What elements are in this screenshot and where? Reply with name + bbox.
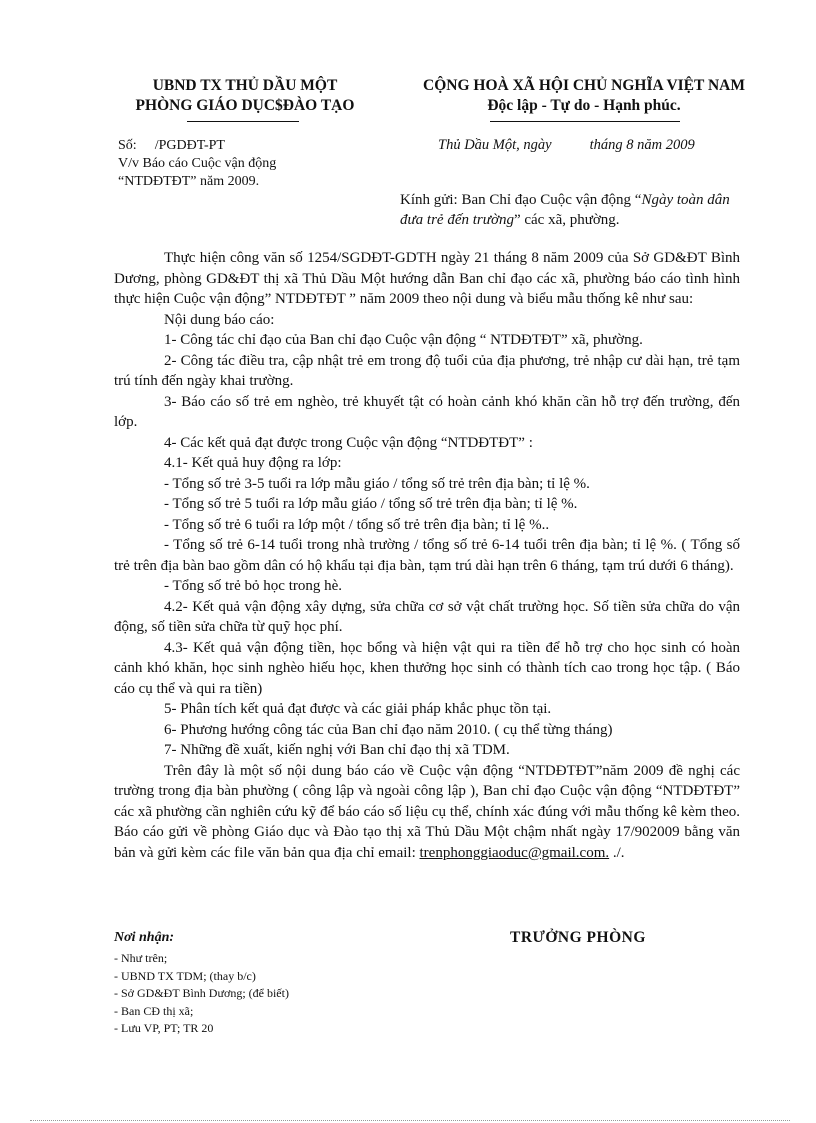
recipient-item: - UBND TX TDM; (thay b/c)	[114, 968, 256, 983]
content-item: 7- Những đề xuất, kiến nghị với Ban chỉ đạo thị xã TDM.	[164, 742, 510, 758]
content-heading: Nội dung báo cáo:	[164, 311, 275, 328]
recipient-item: - Lưu VP, PT; TR 20	[114, 1021, 214, 1035]
campaign-name: Ngày toàn dân đưa trẻ đến trường	[400, 192, 730, 228]
national-header	[384, 76, 784, 116]
content-item: 4.2- Kết quả vận động xây dựng, sửa chữa cơ sở vật chất trường học. Số tiền sửa chữa do vận động, số tiền sửa chữa từ quỹ học phí.	[114, 598, 740, 635]
document-date	[438, 137, 758, 154]
page-bottom-divider	[30, 1120, 790, 1121]
motto-underline	[490, 121, 680, 122]
content-item: 2- Công tác điều tra, cập nhật trẻ em trong độ tuổi của địa phương, trẻ nhập cư dài hạn, trẻ tạm trú tính đến ngày khai trường.	[114, 352, 740, 389]
content-item: 3- Báo cáo số trẻ em nghèo, trẻ khuyết tật có hoàn cảnh khó khăn cần hỗ trợ đến trường, đến lớp.	[114, 393, 740, 430]
closing-end: ./.	[612, 844, 625, 861]
issuer-line-2: PHÒNG GIÁO DỤC$ĐÀO TẠO	[135, 97, 355, 114]
document-body	[114, 248, 740, 863]
date-place: Thủ Dầu Một, ngày	[438, 137, 552, 153]
issuer-header	[110, 76, 380, 116]
recipients-title: Nơi nhận:	[114, 930, 175, 945]
document-number	[118, 137, 408, 155]
content-item: 5- Phân tích kết quả đạt được và các giải pháp khắc phục tồn tại.	[164, 701, 552, 717]
so-label: Số:	[118, 138, 137, 153]
so-number: /PGDĐT-PT	[154, 138, 225, 153]
recipient-item: - Ban CĐ thị xã;	[114, 1003, 194, 1018]
national-title: CỘNG HOÀ XÃ HỘI CHỦ NGHĨA VIỆT NAM	[423, 77, 745, 94]
signer-title: TRƯỞNG PHÒNG	[510, 929, 646, 946]
email-link[interactable]: trenphonggiaoduc@gmail.com.	[419, 844, 610, 861]
recipient-item: - Sở GD&ĐT Bình Dương; (để biết)	[114, 986, 289, 1000]
recipient-line	[400, 190, 740, 230]
issuer-line-1: UBND TX THỦ DẦU MỘT	[152, 77, 338, 94]
content-item: - Tổng số trẻ 6-14 tuổi trong nhà trường / tổng số trẻ 6-14 tuổi trên địa bàn; tỉ lệ %. ( Tổng số trẻ trên địa bàn bao gồm dân có hộ khẩu tại địa bàn, tạm trú dài hạn trên 6 tháng, tạm trú dưới 6 tháng).	[114, 537, 740, 574]
recipient-item: - Như trên;	[114, 951, 168, 965]
content-item: 4.3- Kết quả vận động tiền, học bổng và hiện vật qui ra tiền để hỗ trợ cho học sinh có hoàn cảnh khó khăn, học sinh nghèo hiếu học, khen thưởng học sinh có thành tích cao trong học tập. ( Báo cáo cụ thể và qui ra tiền)	[114, 639, 740, 697]
content-item: 6- Phương hướng công tác của Ban chỉ đạo năm 2010. ( cụ thể từng tháng)	[164, 721, 613, 738]
document-meta	[118, 137, 408, 191]
content-item: 4- Các kết quả đạt được trong Cuộc vận động “NTDĐTĐT” :	[164, 434, 533, 451]
content-item: - Tổng số trẻ bỏ học trong hè.	[164, 578, 343, 594]
kinh-gui-suffix: ” các xã, phường.	[513, 212, 620, 228]
intro-paragraph: Thực hiện công văn số 1254/SGDĐT-GDTH ngày 21 tháng 8 năm 2009 của Sở GD&ĐT Bình Dương, phòng GD&ĐT thị xã Thủ Dầu Một hướng dẫn Ban chỉ đạo các xã, phường báo cáo tình hình thực hiện Cuộc vận động” NTDĐTĐT ” năm 2009 theo nội dung và biểu mẫu thống kê như sau:	[114, 250, 740, 307]
subject-line-2: “NTDĐTĐT” năm 2009.	[118, 174, 260, 189]
content-item: - Tổng số trẻ 5 tuổi ra lớp mẫu giáo / tổng số trẻ trên địa bàn; tỉ lệ %.	[164, 496, 578, 512]
national-motto: Độc lập - Tự do - Hạnh phúc.	[487, 97, 681, 114]
date-month: tháng 8 năm 2009	[589, 137, 695, 153]
content-item: - Tổng số trẻ 3-5 tuổi ra lớp mẫu giáo / tổng số trẻ trên địa bàn; tỉ lệ %.	[164, 475, 590, 492]
subject-line-1: V/v Báo cáo Cuộc vận động	[118, 156, 277, 171]
content-item: - Tổng số trẻ 6 tuổi ra lớp một / tổng số trẻ trên địa bàn; tỉ lệ %..	[164, 516, 550, 533]
recipients-list	[114, 950, 289, 1038]
content-item: 4.1- Kết quả huy động ra lớp:	[164, 455, 342, 471]
kinh-gui-prefix: Kính gửi: Ban Chỉ đạo Cuộc vận động “	[400, 192, 642, 208]
closing-text: Trên đây là một số nội dung báo cáo về Cuộc vận động “NTDĐTĐT”năm 2009 đề nghị các trường trong địa bàn phường ( công lập và ngoài công lập ), Ban chỉ đạo Cuộc vận động “NTDĐTĐT” các xã phường cần nghiên cứu kỹ để báo cáo số liệu cụ thể, chính xác đúng với mẫu thống kê kèm theo. Báo cáo gửi về phòng Giáo dục và Đào tạo thị xã Thủ Dầu Một chậm nhất ngày 17/902009 bằng văn bản và gửi kèm các file văn bản qua địa chỉ email:	[114, 762, 740, 861]
content-item: 1- Công tác chỉ đạo của Ban chỉ đạo Cuộc vận động “ NTDĐTĐT” xã, phường.	[164, 332, 643, 348]
closing-paragraph	[114, 761, 740, 864]
issuer-underline	[187, 121, 299, 122]
